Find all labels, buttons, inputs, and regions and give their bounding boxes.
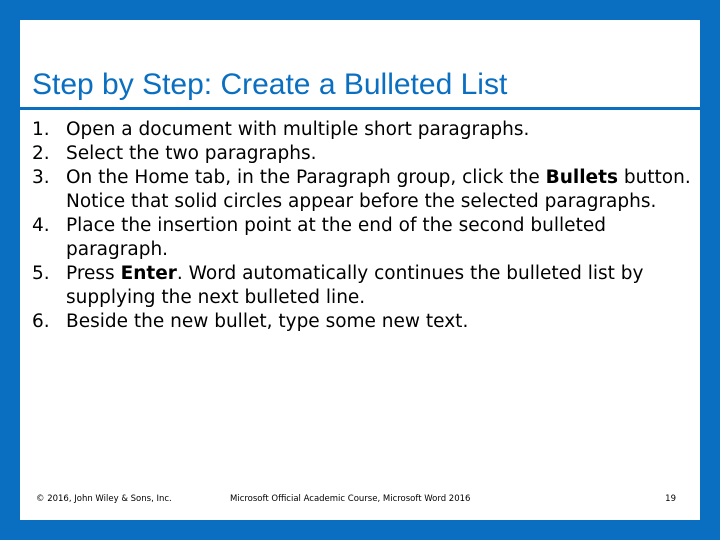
step-number: 1. <box>32 119 50 140</box>
step-item <box>32 166 692 214</box>
slide-title: Step by Step: Create a Bulleted List <box>32 68 508 101</box>
step-item <box>32 214 692 262</box>
step-text: . Word automatically continues the bulleted list by supplying the next bulleted line. <box>66 263 644 308</box>
step-text: button. Notice that solid circles appear before the selected paragraphs. <box>66 167 691 212</box>
bullets-keyword: Bullets <box>545 167 618 188</box>
step-number: 6. <box>32 311 50 332</box>
step-item <box>32 118 692 142</box>
step-text: On the Home tab, in the Paragraph group, click the <box>66 167 546 188</box>
step-item <box>32 142 692 166</box>
step-item <box>32 310 692 334</box>
slide <box>20 20 700 520</box>
step-number: 4. <box>32 215 50 236</box>
step-list <box>32 118 692 334</box>
footer-page-number: 19 <box>665 494 676 504</box>
title-divider <box>20 107 700 110</box>
step-text: Open a document with multiple short paragraphs. <box>66 119 530 140</box>
footer-course: Microsoft Official Academic Course, Microsoft Word 2016 <box>230 494 471 504</box>
step-text: Press <box>66 263 121 284</box>
step-number: 2. <box>32 143 50 164</box>
enter-keyword: Enter <box>120 263 177 284</box>
step-item <box>32 262 692 310</box>
footer-copyright: © 2016, John Wiley & Sons, Inc. <box>36 494 172 504</box>
step-text: Place the insertion point at the end of the second bulleted paragraph. <box>66 215 606 260</box>
step-text: Beside the new bullet, type some new text. <box>66 311 469 332</box>
step-text: Select the two paragraphs. <box>66 143 317 164</box>
step-number: 5. <box>32 263 50 284</box>
step-number: 3. <box>32 167 50 188</box>
